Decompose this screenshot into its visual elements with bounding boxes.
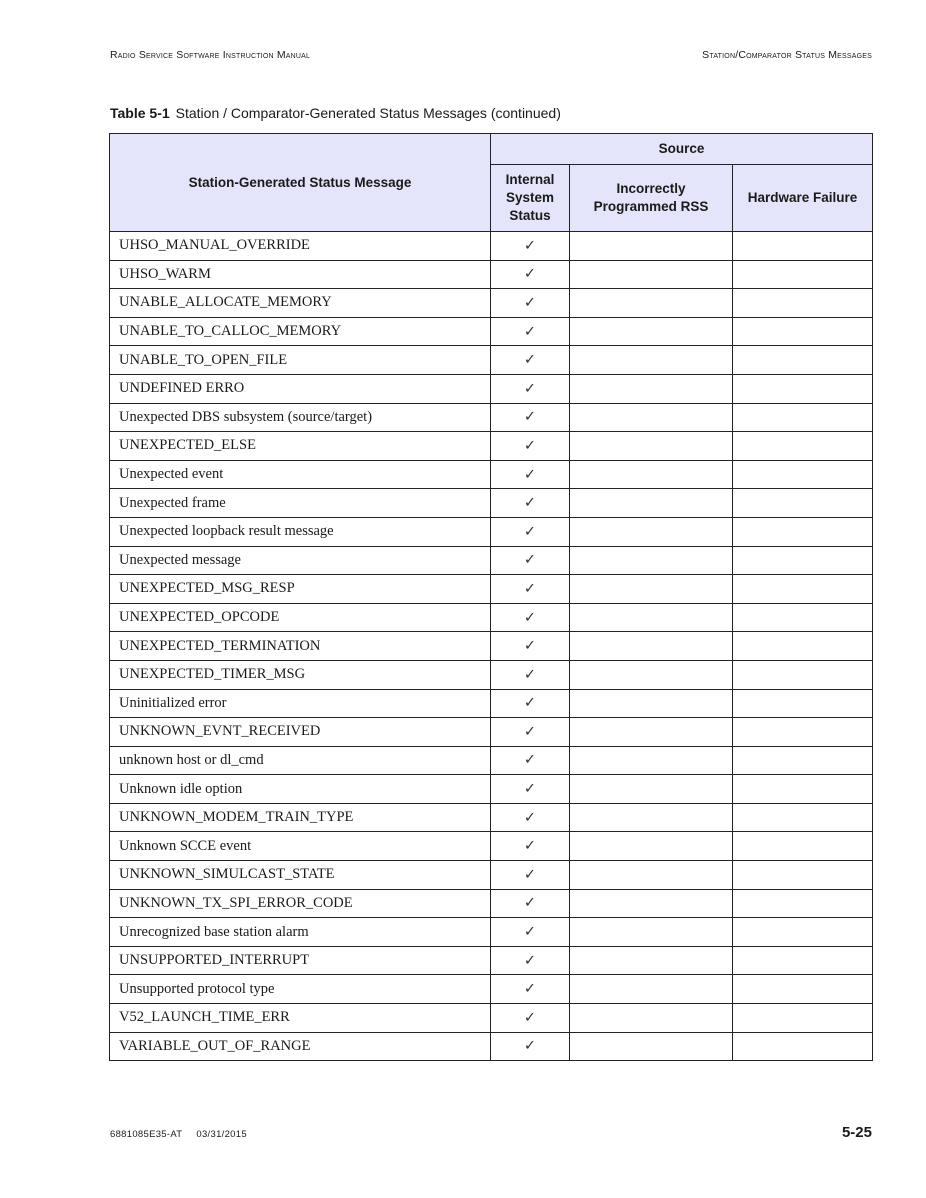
status-message-cell: UHSO_MANUAL_OVERRIDE: [110, 232, 491, 261]
column-header-message: [110, 134, 491, 232]
column-header-internal: Internal System Status: [491, 165, 570, 232]
status-message-cell: UNEXPECTED_MSG_RESP: [110, 575, 491, 604]
source-hardware-cell: [733, 403, 873, 432]
source-hardware-cell: [733, 803, 873, 832]
source-hardware-cell: [733, 575, 873, 604]
source-internal-cell: [491, 889, 570, 918]
source-incorrect-cell: [570, 775, 733, 804]
source-internal-cell: [491, 460, 570, 489]
source-internal-cell: [491, 432, 570, 461]
table-row: [110, 632, 873, 661]
status-message-cell: Unexpected loopback result message: [110, 517, 491, 546]
source-incorrect-cell: [570, 603, 733, 632]
status-message-cell: UHSO_WARM: [110, 260, 491, 289]
source-hardware-cell: [733, 918, 873, 947]
check-mark-icon: ✓: [523, 552, 537, 569]
check-mark-icon: ✓: [523, 266, 537, 283]
table-row: [110, 832, 873, 861]
source-hardware-cell: [733, 832, 873, 861]
table-row: [110, 374, 873, 403]
source-incorrect-cell: [570, 660, 733, 689]
source-incorrect-cell: [570, 1032, 733, 1061]
source-incorrect-cell: [570, 460, 733, 489]
status-message-cell: Unexpected DBS subsystem (source/target): [110, 403, 491, 432]
source-hardware-cell: [733, 460, 873, 489]
table-row: [110, 317, 873, 346]
source-internal-cell: [491, 403, 570, 432]
table-row: [110, 403, 873, 432]
table-row: [110, 1032, 873, 1061]
source-incorrect-cell: [570, 374, 733, 403]
column-header-message-text: Station-Generated Status Message: [188, 174, 412, 190]
source-incorrect-cell: [570, 861, 733, 890]
source-incorrect-cell: [570, 232, 733, 261]
source-incorrect-cell: [570, 889, 733, 918]
status-message-cell: V52_LAUNCH_TIME_ERR: [110, 1004, 491, 1033]
footer-doc-info: [110, 1129, 247, 1140]
status-message-cell: Unexpected message: [110, 546, 491, 575]
running-header-section: Station/Comparator Status Messages: [702, 49, 872, 61]
check-mark-icon: ✓: [523, 352, 537, 369]
table-body: [110, 232, 873, 1061]
source-incorrect-cell: [570, 575, 733, 604]
status-message-cell: UNKNOWN_TX_SPI_ERROR_CODE: [110, 889, 491, 918]
table-caption-label: Table 5-1: [110, 105, 170, 121]
check-mark-icon: ✓: [523, 838, 537, 855]
check-mark-icon: ✓: [523, 580, 537, 597]
source-incorrect-cell: [570, 746, 733, 775]
table-row: [110, 946, 873, 975]
source-incorrect-cell: [570, 832, 733, 861]
check-mark-icon: ✓: [523, 895, 537, 912]
check-mark-icon: ✓: [523, 638, 537, 655]
source-internal-cell: [491, 517, 570, 546]
source-hardware-cell: [733, 260, 873, 289]
source-internal-cell: [491, 803, 570, 832]
source-hardware-cell: [733, 889, 873, 918]
source-incorrect-cell: [570, 946, 733, 975]
check-mark-icon: ✓: [523, 1038, 537, 1055]
table-row: [110, 918, 873, 947]
source-internal-cell: [491, 489, 570, 518]
table-row: [110, 260, 873, 289]
source-internal-cell: [491, 861, 570, 890]
check-mark-icon: ✓: [523, 495, 537, 512]
source-hardware-cell: [733, 746, 873, 775]
page-number: 5-25: [841, 1124, 872, 1141]
source-internal-cell: [491, 289, 570, 318]
table-row: [110, 803, 873, 832]
status-message-cell: Uninitialized error: [110, 689, 491, 718]
check-mark-icon: ✓: [523, 294, 537, 311]
source-incorrect-cell: [570, 689, 733, 718]
check-mark-icon: ✓: [523, 237, 537, 254]
column-header-hardware: Hardware Failure: [733, 165, 873, 232]
status-message-cell: unknown host or dl_cmd: [110, 746, 491, 775]
table-caption: [110, 105, 561, 121]
table-row: [110, 746, 873, 775]
table-row: [110, 660, 873, 689]
check-mark-icon: ✓: [523, 952, 537, 969]
source-incorrect-cell: [570, 260, 733, 289]
source-internal-cell: [491, 346, 570, 375]
column-group-source: Source: [491, 134, 873, 165]
source-internal-cell: [491, 260, 570, 289]
table-row: [110, 975, 873, 1004]
source-hardware-cell: [733, 603, 873, 632]
source-internal-cell: [491, 546, 570, 575]
check-mark-icon: ✓: [523, 723, 537, 740]
table-row: [110, 432, 873, 461]
source-internal-cell: [491, 603, 570, 632]
source-hardware-cell: [733, 1004, 873, 1033]
status-message-cell: Unrecognized base station alarm: [110, 918, 491, 947]
check-mark-icon: ✓: [523, 981, 537, 998]
check-mark-icon: ✓: [523, 437, 537, 454]
check-mark-icon: ✓: [523, 924, 537, 941]
status-message-cell: Unexpected event: [110, 460, 491, 489]
table-row: [110, 689, 873, 718]
status-message-cell: Unknown idle option: [110, 775, 491, 804]
source-internal-cell: [491, 232, 570, 261]
source-hardware-cell: [733, 346, 873, 375]
check-mark-icon: ✓: [523, 781, 537, 798]
status-message-cell: UNKNOWN_EVNT_RECEIVED: [110, 718, 491, 747]
source-hardware-cell: [733, 775, 873, 804]
table-row: [110, 775, 873, 804]
table-caption-text: Station / Comparator-Generated Status Messages (continued): [175, 105, 561, 121]
source-internal-cell: [491, 832, 570, 861]
check-mark-icon: ✓: [523, 609, 537, 626]
source-incorrect-cell: [570, 918, 733, 947]
check-mark-icon: ✓: [523, 523, 537, 540]
table-row: [110, 1004, 873, 1033]
source-incorrect-cell: [570, 289, 733, 318]
source-hardware-cell: [733, 374, 873, 403]
source-hardware-cell: [733, 718, 873, 747]
source-hardware-cell: [733, 289, 873, 318]
source-hardware-cell: [733, 432, 873, 461]
source-internal-cell: [491, 946, 570, 975]
source-internal-cell: [491, 775, 570, 804]
status-message-cell: UNABLE_TO_OPEN_FILE: [110, 346, 491, 375]
table-row: [110, 460, 873, 489]
table-row: [110, 232, 873, 261]
source-internal-cell: [491, 975, 570, 1004]
source-hardware-cell: [733, 1032, 873, 1061]
source-incorrect-cell: [570, 718, 733, 747]
source-hardware-cell: [733, 689, 873, 718]
table-row: [110, 546, 873, 575]
source-internal-cell: [491, 575, 570, 604]
table-row: [110, 889, 873, 918]
source-hardware-cell: [733, 660, 873, 689]
status-message-cell: UNABLE_TO_CALLOC_MEMORY: [110, 317, 491, 346]
status-message-cell: Unexpected frame: [110, 489, 491, 518]
source-hardware-cell: [733, 546, 873, 575]
source-incorrect-cell: [570, 403, 733, 432]
check-mark-icon: ✓: [523, 666, 537, 683]
table-row: [110, 346, 873, 375]
table-row: [110, 517, 873, 546]
status-message-cell: UNEXPECTED_TERMINATION: [110, 632, 491, 661]
source-hardware-cell: [733, 946, 873, 975]
check-mark-icon: ✓: [523, 866, 537, 883]
status-message-cell: UNABLE_ALLOCATE_MEMORY: [110, 289, 491, 318]
status-message-cell: UNKNOWN_SIMULCAST_STATE: [110, 861, 491, 890]
source-incorrect-cell: [570, 975, 733, 1004]
source-internal-cell: [491, 632, 570, 661]
column-header-incorrect: Incorrectly Programmed RSS: [570, 165, 733, 232]
status-messages-table: [109, 133, 873, 1061]
source-internal-cell: [491, 1004, 570, 1033]
source-hardware-cell: [733, 317, 873, 346]
check-mark-icon: ✓: [523, 409, 537, 426]
status-message-cell: Unsupported protocol type: [110, 975, 491, 1004]
status-message-cell: UNKNOWN_MODEM_TRAIN_TYPE: [110, 803, 491, 832]
status-message-cell: UNEXPECTED_TIMER_MSG: [110, 660, 491, 689]
status-message-cell: Unknown SCCE event: [110, 832, 491, 861]
table-row: [110, 718, 873, 747]
check-mark-icon: ✓: [523, 323, 537, 340]
source-incorrect-cell: [570, 517, 733, 546]
source-hardware-cell: [733, 232, 873, 261]
source-internal-cell: [491, 689, 570, 718]
source-incorrect-cell: [570, 489, 733, 518]
check-mark-icon: ✓: [523, 752, 537, 769]
status-message-cell: VARIABLE_OUT_OF_RANGE: [110, 1032, 491, 1061]
table-row: [110, 861, 873, 890]
check-mark-icon: ✓: [523, 466, 537, 483]
table-row: [110, 575, 873, 604]
status-message-cell: UNEXPECTED_OPCODE: [110, 603, 491, 632]
source-hardware-cell: [733, 489, 873, 518]
doc-date: 03/31/2015: [196, 1129, 247, 1140]
status-message-cell: UNEXPECTED_ELSE: [110, 432, 491, 461]
source-incorrect-cell: [570, 803, 733, 832]
source-incorrect-cell: [570, 346, 733, 375]
source-incorrect-cell: [570, 317, 733, 346]
source-internal-cell: [491, 660, 570, 689]
source-internal-cell: [491, 718, 570, 747]
check-mark-icon: ✓: [523, 809, 537, 826]
check-mark-icon: ✓: [523, 380, 537, 397]
status-message-cell: UNSUPPORTED_INTERRUPT: [110, 946, 491, 975]
source-incorrect-cell: [570, 632, 733, 661]
check-mark-icon: ✓: [523, 1009, 537, 1026]
source-internal-cell: [491, 317, 570, 346]
source-incorrect-cell: [570, 432, 733, 461]
doc-number: 6881085E35-AT: [110, 1129, 183, 1140]
source-internal-cell: [491, 746, 570, 775]
status-message-cell: UNDEFINED ERRO: [110, 374, 491, 403]
source-hardware-cell: [733, 632, 873, 661]
source-internal-cell: [491, 374, 570, 403]
source-internal-cell: [491, 918, 570, 947]
source-hardware-cell: [733, 975, 873, 1004]
running-header-title: Radio Service Software Instruction Manual: [110, 49, 311, 61]
source-incorrect-cell: [570, 1004, 733, 1033]
source-internal-cell: [491, 1032, 570, 1061]
table-row: [110, 603, 873, 632]
check-mark-icon: ✓: [523, 695, 537, 712]
table-row: [110, 289, 873, 318]
source-hardware-cell: [733, 517, 873, 546]
table-row: [110, 489, 873, 518]
source-hardware-cell: [733, 861, 873, 890]
source-incorrect-cell: [570, 546, 733, 575]
